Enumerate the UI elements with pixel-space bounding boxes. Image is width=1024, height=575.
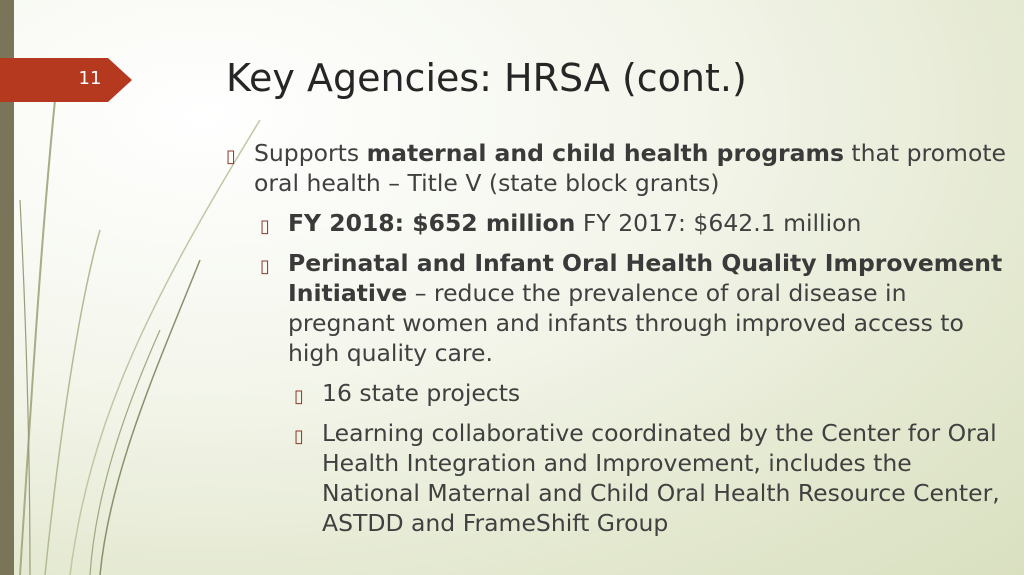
slide-body [226,138,1006,548]
bullet-text-post: that promote oral health – Title V (state block grants) [254,139,1006,197]
bullet-marker-icon: ▯ [226,146,236,167]
bullet-level1-supports [226,138,1006,198]
bullet-text: Learning collaborative coordinated by the Center for Oral Health Integration and Improvement, includes the National Maternal and Child Oral Health Resource Center, ASTDD and FrameShift Group [322,419,1000,537]
bullet-marker-icon: ▯ [260,256,270,277]
bullet-text-bold: maternal and child health programs [366,139,844,167]
bullet-level3-learning-collaborative [294,418,1006,538]
bullet-level2-initiative [260,248,1006,368]
slide-number: 11 [78,68,102,89]
bullet-text-bold: Perinatal and Infant Oral Health Quality Improvement Initiative [288,249,1003,307]
bullet-marker-icon: ▯ [294,386,304,407]
bullet-text-post: – reduce the prevalence of oral disease in pregnant women and infants through improved access to high quality care. [288,279,964,367]
bullet-text-bold: FY 2018: $652 million [288,209,576,237]
bullet-marker-icon: ▯ [294,426,304,447]
bullet-marker-icon: ▯ [260,216,270,237]
bullet-level3-state-projects [294,378,1006,408]
bullet-level2-funding [260,208,1006,238]
bullet-text-pre: Supports [254,139,367,167]
bullet-text-post: FY 2017: $642.1 million [575,209,862,237]
slide-title: Key Agencies: HRSA (cont.) [226,56,747,100]
bullet-text: 16 state projects [322,379,521,407]
